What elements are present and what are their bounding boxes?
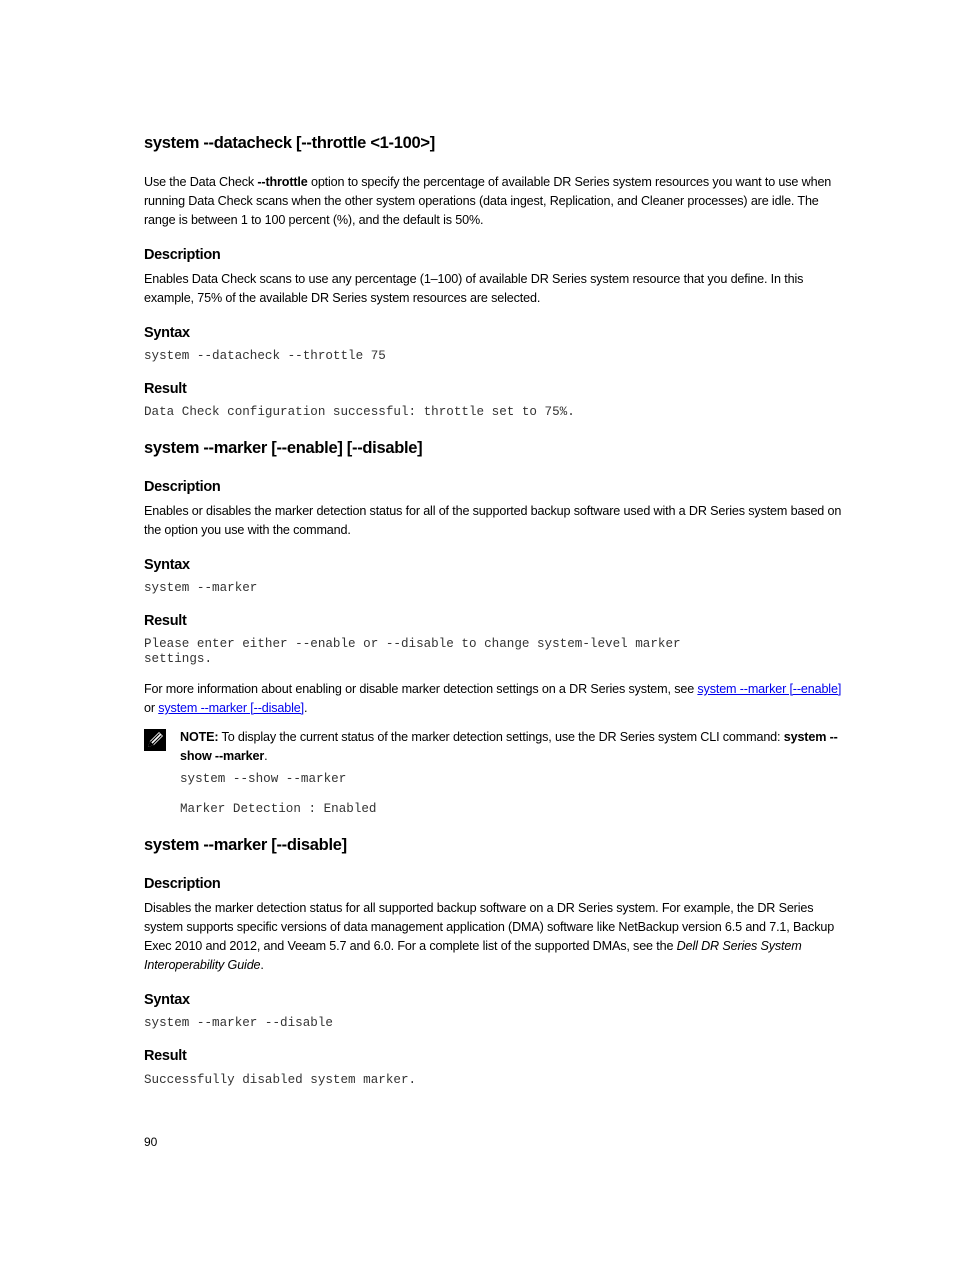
page-number: 90 [144, 1135, 158, 1149]
marker-description: Enables or disables the marker detection status for all of the supported backup software used with a DR Series system based on the option you use with the command. [144, 504, 842, 537]
note-code-marker-status: Marker Detection : Enabled [180, 802, 377, 816]
marker-syntax-heading: Syntax [144, 557, 190, 573]
marker-disable-syntax-code: system --marker --disable [144, 1016, 333, 1030]
datacheck-description: Enables Data Check scans to use any percentage (1–100) of available DR Series system resource that you define. In this example, 75% of the available DR Series system resources are selected. [144, 272, 804, 305]
datacheck-syntax-code: system --datacheck --throttle 75 [144, 349, 386, 363]
note-code-show-marker: system --show --marker [180, 772, 347, 786]
throttle-option: --throttle [257, 175, 308, 189]
pencil-note-icon [144, 729, 166, 751]
marker-disable-description: Disables the marker detection status for all supported backup software on a DR Series system. For example, the DR Series system supports specific versions of data management application (DMA) software like NetBackup version 6.5 and 7.1, Backup Exec 2010 and 2012, and Veeam 5.7 and 6.0. For a complete list of the supported DMAs, see the Dell DR Series System Interoperability Guide. [144, 901, 835, 972]
marker-result-heading: Result [144, 613, 187, 629]
marker-disable-description-heading: Description [144, 876, 221, 892]
marker-disable-result-code: Successfully disabled system marker. [144, 1073, 417, 1087]
note-text: NOTE: To display the current status of the marker detection settings, use the DR Series system CLI command: system --show --marker. [180, 730, 838, 763]
marker-more-info: For more information about enabling or disable marker detection settings on a DR Series system, see system --marker [--enable] or system --marker [--disable]. [144, 682, 842, 715]
note-command: system --show --marker [180, 730, 838, 763]
link-marker-enable[interactable]: system --marker [--enable] [697, 682, 842, 696]
datacheck-syntax-heading: Syntax [144, 325, 190, 341]
datacheck-description-heading: Description [144, 247, 221, 263]
link-marker-disable[interactable]: system --marker [--disable] [158, 701, 304, 715]
marker-result-code: Please enter either --enable or --disable to change system-level marker settings. [144, 637, 681, 666]
datacheck-intro: Use the Data Check --throttle option to specify the percentage of available DR Series system resources you want to use when running Data Check scans when the other system operations (data ingest, Replication, and Cleaner processes) are idle. The range is between 1 to 100 percent (%), and the default is 50%. [144, 175, 832, 227]
section-title-datacheck: system --datacheck [--throttle <1-100>] [144, 134, 435, 152]
marker-disable-result-heading: Result [144, 1048, 187, 1064]
interoperability-guide-title: Dell DR Series System Interoperability Guide [144, 939, 802, 972]
marker-description-heading: Description [144, 479, 221, 495]
marker-syntax-code: system --marker [144, 581, 258, 595]
marker-disable-syntax-heading: Syntax [144, 992, 190, 1008]
section-title-marker-disable: system --marker [--disable] [144, 836, 347, 854]
datacheck-result-code: Data Check configuration successful: throttle set to 75%. [144, 405, 575, 419]
section-title-marker-enable-disable: system --marker [--enable] [--disable] [144, 439, 423, 457]
datacheck-result-heading: Result [144, 381, 187, 397]
